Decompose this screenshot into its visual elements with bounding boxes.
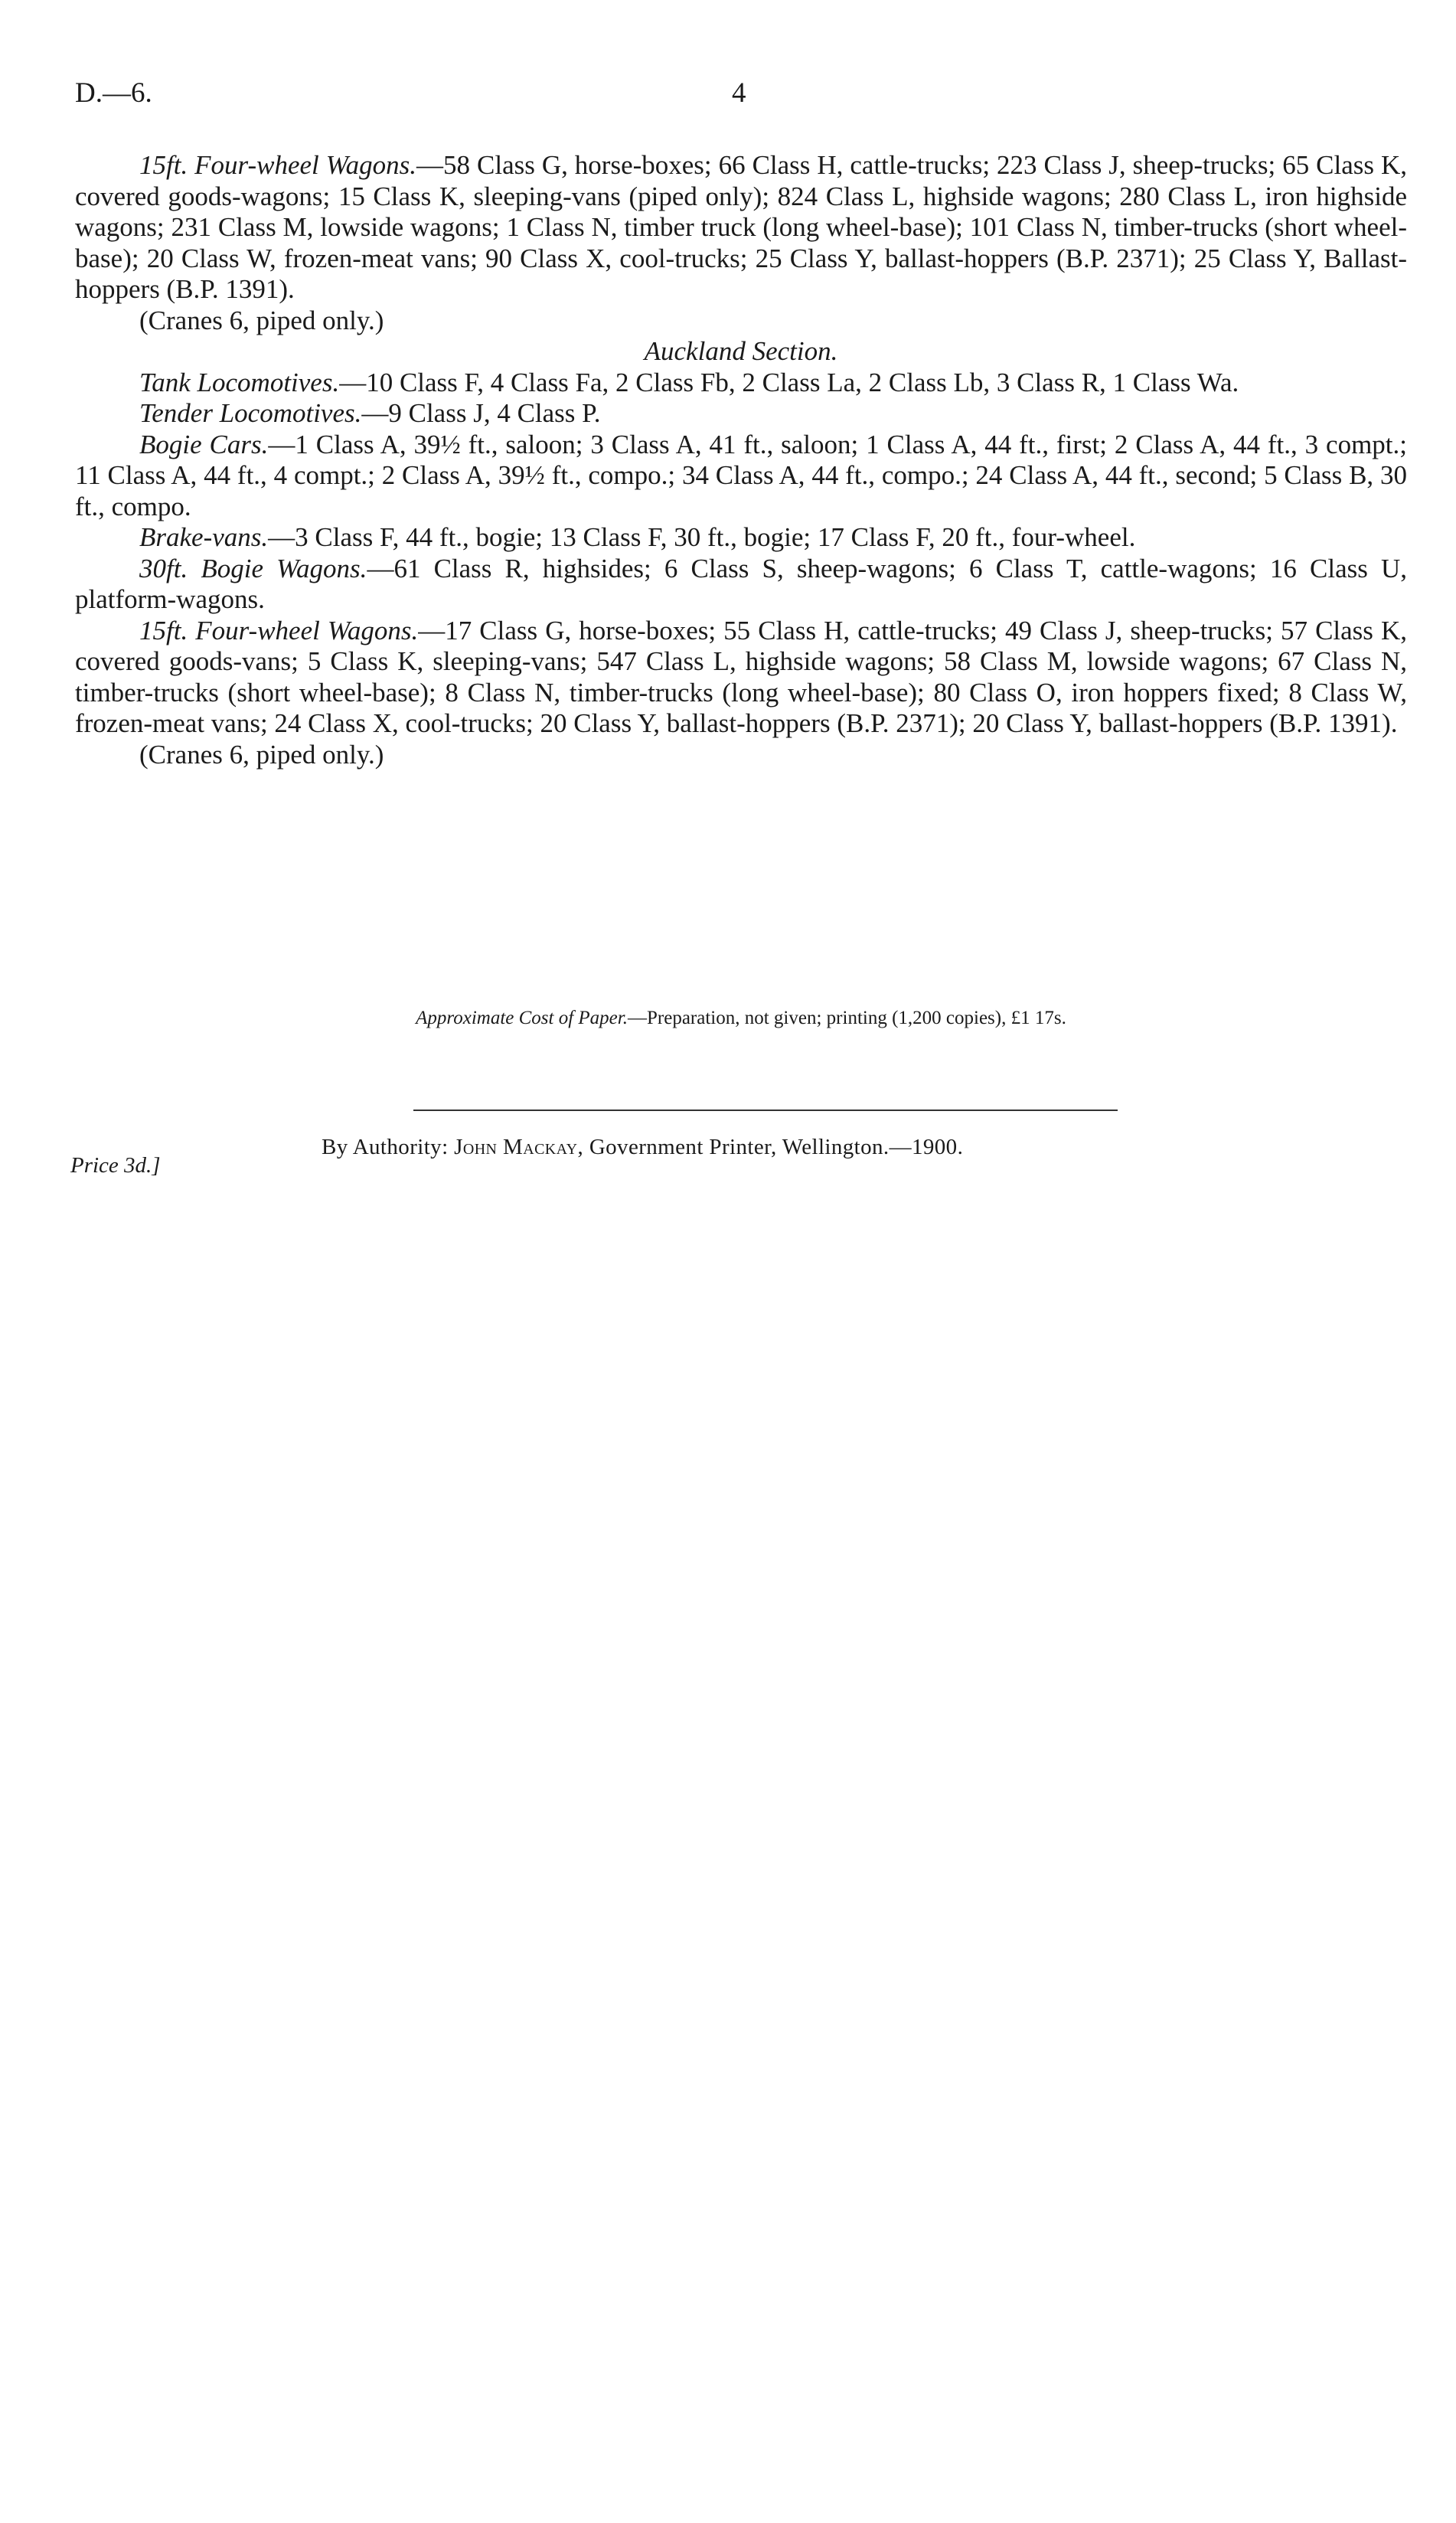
footer-divider bbox=[413, 1110, 1118, 1111]
paragraph-text: —61 Class R, highsides; 6 Class S, sheep-wagons; 6 Class T, cattle-wagons; 16 Class U, platform-wagons. bbox=[75, 553, 1408, 614]
printer-imprint bbox=[322, 1135, 963, 1160]
cost-label: Approximate Cost of Paper. bbox=[416, 1008, 628, 1028]
cost-text: —Preparation, not given; printing (1,200 copies), £1 17s. bbox=[628, 1008, 1066, 1028]
printer-name: John Mackay bbox=[454, 1135, 578, 1159]
authority-prefix: By Authority: bbox=[322, 1135, 455, 1159]
section-heading: Auckland Section. bbox=[644, 336, 838, 366]
paragraph-lead: Brake-vans. bbox=[139, 522, 269, 552]
paragraph-text: —58 Class G, horse-boxes; 66 Class H, cattle-trucks; 223 Class J, sheep-trucks; 65 Class K, covered goods-wagons; 15 Class K, sleeping-vans (piped only); 824 Class L, highside wagons; 280 Class L, iron highside wagons; 231 Class M, lowside wagons; 1 Class N, timber truck (long wheel-base); 101 Class N, timber-trucks (short wheel-base); 20 Class W, frozen-meat vans; 90 Class X, cool-trucks; 25 Class Y, ballast-hoppers (B.P. 2371); 25 Class Y, Ballast-hoppers (B.P. 1391). bbox=[75, 150, 1408, 304]
paragraph-text: —1 Class A, 39½ ft., saloon; 3 Class A, 41 ft., saloon; 1 Class A, 44 ft., first; 2 Class A, 44 ft., 3 compt.; 11 Class A, 44 ft., 4 compt.; 2 Class A, 39½ ft., compo.; 34 Class A, 44 ft., compo.; 24 Class A, 44 ft., second; 5 Class B, 30 ft., compo. bbox=[75, 429, 1407, 521]
paragraph-text: —3 Class F, 44 ft., bogie; 13 Class F, 30 ft., bogie; 17 Class F, 20 ft., four-wheel. bbox=[268, 522, 1136, 552]
paragraph-lead: Tender Locomotives. bbox=[139, 398, 362, 428]
paragraph bbox=[75, 554, 1407, 616]
paragraph-text: (Cranes 6, piped only.) bbox=[139, 739, 384, 770]
paragraph bbox=[75, 368, 1407, 399]
page-header bbox=[75, 77, 1407, 115]
paragraph-text: —17 Class G, horse-boxes; 55 Class H, cattle-trucks; 49 Class J, sheep-trucks; 57 Class K, covered goods-vans; 5 Class K, sleeping-vans; 547 Class L, highside wagons; 58 Class M, lowside wagons; 67 Class N, timber-trucks (short wheel-base); 8 Class N, timber-trucks (long wheel-base); 80 Class O, iron hoppers fixed; 8 Class W, frozen-meat vans; 24 Class X, cool-trucks; 20 Class Y, ballast-hoppers (B.P. 2371); 20 Class Y, ballast-hoppers (B.P. 1391). bbox=[75, 615, 1408, 738]
paragraph bbox=[75, 398, 1407, 430]
paragraph-lead: 15ft. Four-wheel Wagons. bbox=[139, 150, 417, 180]
paragraph-lead: Tank Locomotives. bbox=[139, 367, 340, 397]
page-number: 4 bbox=[732, 77, 746, 109]
paragraph bbox=[75, 306, 1407, 337]
paragraph bbox=[75, 430, 1407, 523]
paragraph bbox=[75, 150, 1407, 306]
paragraph-lead: Bogie Cars. bbox=[139, 429, 269, 459]
cost-of-paper-note bbox=[75, 1008, 1407, 1029]
paragraph bbox=[75, 616, 1407, 740]
document-reference: D.—6. bbox=[75, 77, 152, 109]
document-body bbox=[75, 150, 1407, 770]
paragraph-lead: 30ft. Bogie Wagons. bbox=[139, 553, 367, 583]
price-note: Price 3d.] bbox=[70, 1153, 161, 1178]
paragraph-text: —9 Class J, 4 Class P. bbox=[361, 398, 601, 428]
paragraph bbox=[75, 522, 1407, 554]
paragraph bbox=[75, 740, 1407, 771]
paragraph-text: —10 Class F, 4 Class Fa, 2 Class Fb, 2 Class La, 2 Class Lb, 3 Class R, 1 Class Wa. bbox=[339, 367, 1239, 397]
paragraph-lead: 15ft. Four-wheel Wagons. bbox=[139, 615, 419, 645]
paragraph-text: (Cranes 6, piped only.) bbox=[139, 305, 384, 335]
authority-suffix: , Government Printer, Wellington.—1900. bbox=[577, 1135, 964, 1159]
